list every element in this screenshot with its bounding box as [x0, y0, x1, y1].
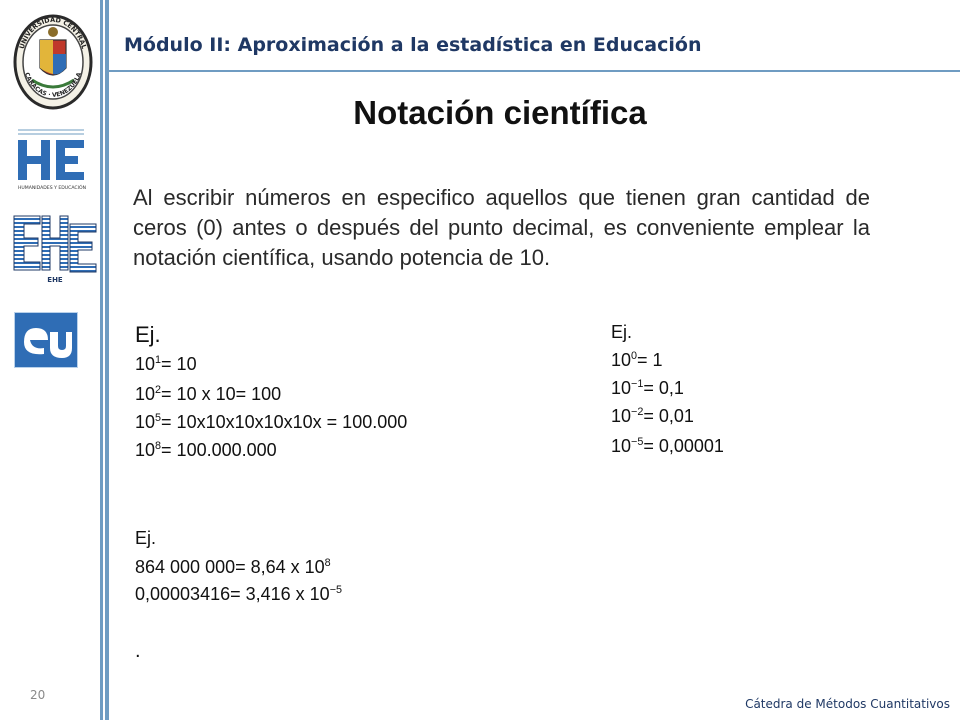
example-right-line-2: $10^{-1}= 0,1$: [611, 378, 684, 398]
he-faculty-logo: [16, 126, 88, 192]
example-bottom-line-2: 0,00003416= 3,416 x $10^{-5}$: [135, 584, 342, 604]
example-right-line-3: $10^{-2}= 0,01$: [611, 406, 694, 426]
example-left-label: Ej.: [135, 322, 161, 347]
example-bottom-line-1: 864 000 000= 8,64 x $10^8$: [135, 557, 331, 577]
example-right-line-4: $10^{-5}= 0,00001$: [611, 436, 724, 456]
example-bottom-label: Ej.: [135, 528, 157, 548]
example-left-line-4: $10^8= 100.000.000$: [135, 440, 277, 460]
header-rule: [109, 70, 960, 72]
example-bottom-dot: .: [135, 640, 141, 662]
footer-chair-name: Cátedra de Métodos Cuantitativos: [745, 697, 950, 711]
ehe-letters: EHE: [47, 276, 63, 284]
example-right-label: Ej.: [611, 322, 633, 342]
intro-paragraph: Al escribir números en especifico aquellos que tienen gran cantidad de ceros (0) antes o después del punto decimal, es conveniente emplear la notación científica, usando potencia de 10.: [133, 185, 870, 270]
eeu-logo: [14, 312, 78, 368]
he-caption: HUMANIDADES Y EDUCACIÓN: [17, 186, 87, 191]
module-header-title: Módulo II: Aproximación a la estadística en Educación: [124, 34, 702, 56]
example-right-line-1: $10^0= 1$: [611, 350, 663, 370]
example-left-line-3: $10^5= 10x10x10x10x10x = 100.000$: [135, 412, 408, 432]
eeu-letters: ee: [42, 362, 50, 368]
seal-text-bottom: CARACAS · VENEZUELA: [22, 71, 84, 99]
ehe-logo: [12, 210, 98, 284]
example-left-line-2: $10^2= 10$ x 10= 100: [135, 384, 282, 404]
page-number: 20: [30, 688, 46, 702]
example-left-line-1: $10^1= 10$: [135, 354, 197, 374]
slide-title: Notación científica: [353, 94, 647, 131]
seal-text-top: UNIVERSIDAD CENTRAL: [17, 15, 89, 50]
